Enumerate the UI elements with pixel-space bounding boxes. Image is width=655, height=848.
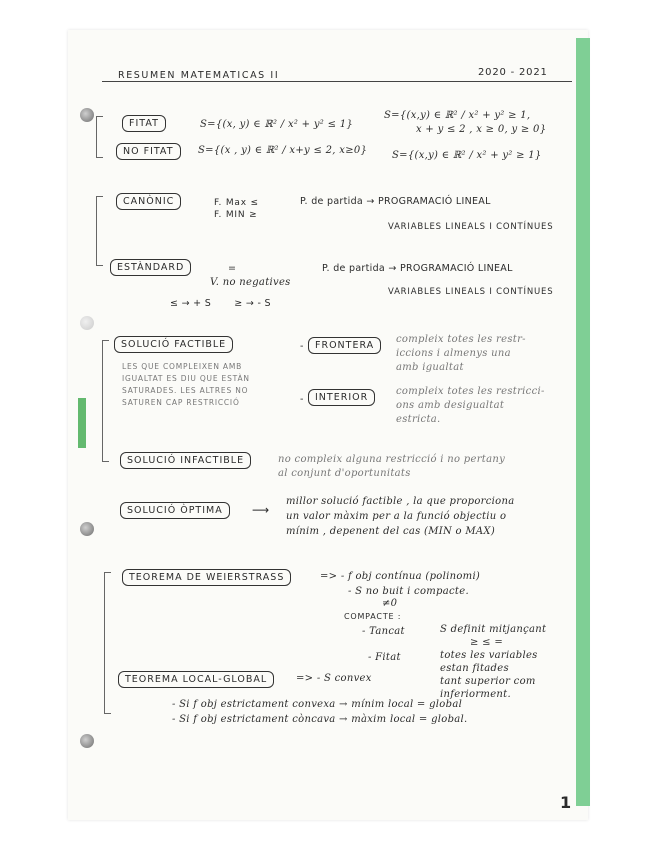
page-number: 1 [560, 793, 572, 812]
no-fitat-set-1: S={(x , y) ∈ ℝ² / x+y ≤ 2, x≥0} [198, 145, 368, 156]
title-underline [102, 81, 572, 82]
binder-hole [80, 108, 94, 122]
local-global-bullet: - Si f obj estrictament convexa → mínim local = global [172, 699, 463, 710]
binder-hole [80, 316, 94, 330]
infactible-desc: al conjunt d'oportunitats [278, 468, 411, 479]
optima-arrow: ⟶ [252, 503, 270, 517]
interior-desc: estricta. [396, 414, 441, 425]
frontera-dash: - [300, 341, 304, 352]
fmax-label: F. Max ≤ [214, 198, 259, 208]
optima-desc: mínim , depenent del cas (MIN o MAX) [286, 526, 496, 537]
school-year: 2020 - 2021 [478, 67, 548, 78]
estandard-partida: P. de partida → PROGRAMACIÓ LINEAL [322, 263, 513, 274]
weierstrass-cond-1: => - f obj contínua (polinomi) [320, 571, 481, 582]
factible-note: SATUREN CAP RESTRICCIÓ [122, 398, 240, 407]
canonic-partida: P. de partida → PROGRAMACIÓ LINEAL [300, 196, 491, 207]
factible-box: SOLUCIÓ FACTIBLE [114, 336, 233, 353]
frontera-desc: compleix totes les restr- [396, 334, 526, 345]
estandard-variables: VARIABLES LINEALS I CONTÍNUES [388, 287, 554, 297]
binder-hole [80, 734, 94, 748]
weierstrass-cond-2: - S no buit i compacte. [348, 586, 469, 597]
section-bracket [96, 196, 103, 266]
local-global-box: TEOREMA LOCAL-GLOBAL [118, 671, 274, 688]
binder-hole [80, 522, 94, 536]
no-fitat-box: NO FITAT [116, 143, 181, 160]
optima-box: SOLUCIÓ ÒPTIMA [120, 502, 230, 519]
fitat-set-2a: S={(x,y) ∈ ℝ² / x² + y² ≥ 1, [384, 110, 531, 121]
optima-desc: un valor màxim per a la funció objectiu o [286, 511, 507, 522]
page-title: RESUMEN MATEMATICAS II [118, 70, 280, 81]
fitat-desc: inferiorment. [440, 689, 511, 700]
fitat-desc: estan fitades [440, 663, 509, 674]
fitat-desc: totes les variables [440, 650, 538, 661]
factible-note: IGUALTAT ES DIU QUE ESTÀN [122, 374, 250, 383]
factible-note: SATURADES. LES ALTRES NO [122, 386, 249, 395]
interior-dash: - [300, 394, 304, 405]
canonic-variables: VARIABLES LINEALS I CONTÍNUES [388, 222, 554, 232]
interior-desc: ons amb desigualtat [396, 400, 505, 411]
v-no-negatives: V. no negatives [210, 277, 291, 288]
fitat-label: - Fitat [368, 652, 401, 663]
tancat-label: - Tancat [362, 626, 405, 637]
local-global-bullet: - Si f obj estrictament còncava → màxim local = global. [172, 714, 468, 725]
fitat-box: FITAT [122, 115, 166, 132]
factible-note: LES QUE COMPLEIXEN AMB [122, 362, 243, 371]
fitat-set-1: S={(x, y) ∈ ℝ² / x² + y² ≤ 1} [200, 119, 354, 130]
compacte-label: COMPACTE : [344, 612, 402, 621]
infactible-desc: no compleix alguna restricció i no pertany [278, 454, 506, 465]
local-global-cond: => - S convex [296, 673, 372, 684]
canonic-box: CANÒNIC [116, 193, 181, 210]
not-zero: ≠0 [382, 598, 398, 609]
infactible-box: SOLUCIÓ INFACTIBLE [120, 452, 251, 469]
section-bracket [102, 340, 109, 462]
no-fitat-set-2: S={(x,y) ∈ ℝ² / x² + y² ≥ 1} [392, 150, 542, 161]
slack-rule: ≤ → + S ≥ → - S [170, 298, 271, 309]
optima-desc: millor solució factible , la que proporciona [286, 496, 515, 507]
frontera-desc: iccions i almenys una [396, 348, 511, 359]
frontera-desc: amb igualtat [396, 362, 464, 373]
fmin-label: F. MIN ≥ [214, 210, 258, 220]
equals-sign: = [228, 263, 237, 274]
estandard-box: ESTÀNDARD [110, 259, 191, 276]
interior-desc: compleix totes les restricci- [396, 386, 545, 397]
fitat-set-2b: x + y ≤ 2 , x ≥ 0, y ≥ 0} [416, 124, 547, 135]
fitat-desc: tant superior com [440, 676, 536, 687]
tancat-desc: S definit mitjançant [440, 624, 547, 635]
interior-box: INTERIOR [308, 389, 375, 406]
frontera-box: FRONTERA [308, 337, 381, 354]
section-bracket [96, 116, 103, 158]
weierstrass-box: TEOREMA DE WEIERSTRASS [122, 569, 291, 586]
side-tab [78, 398, 86, 448]
section-bracket [104, 572, 111, 714]
green-margin-strip [576, 38, 590, 806]
tancat-desc: ≥ ≤ = [470, 637, 503, 648]
